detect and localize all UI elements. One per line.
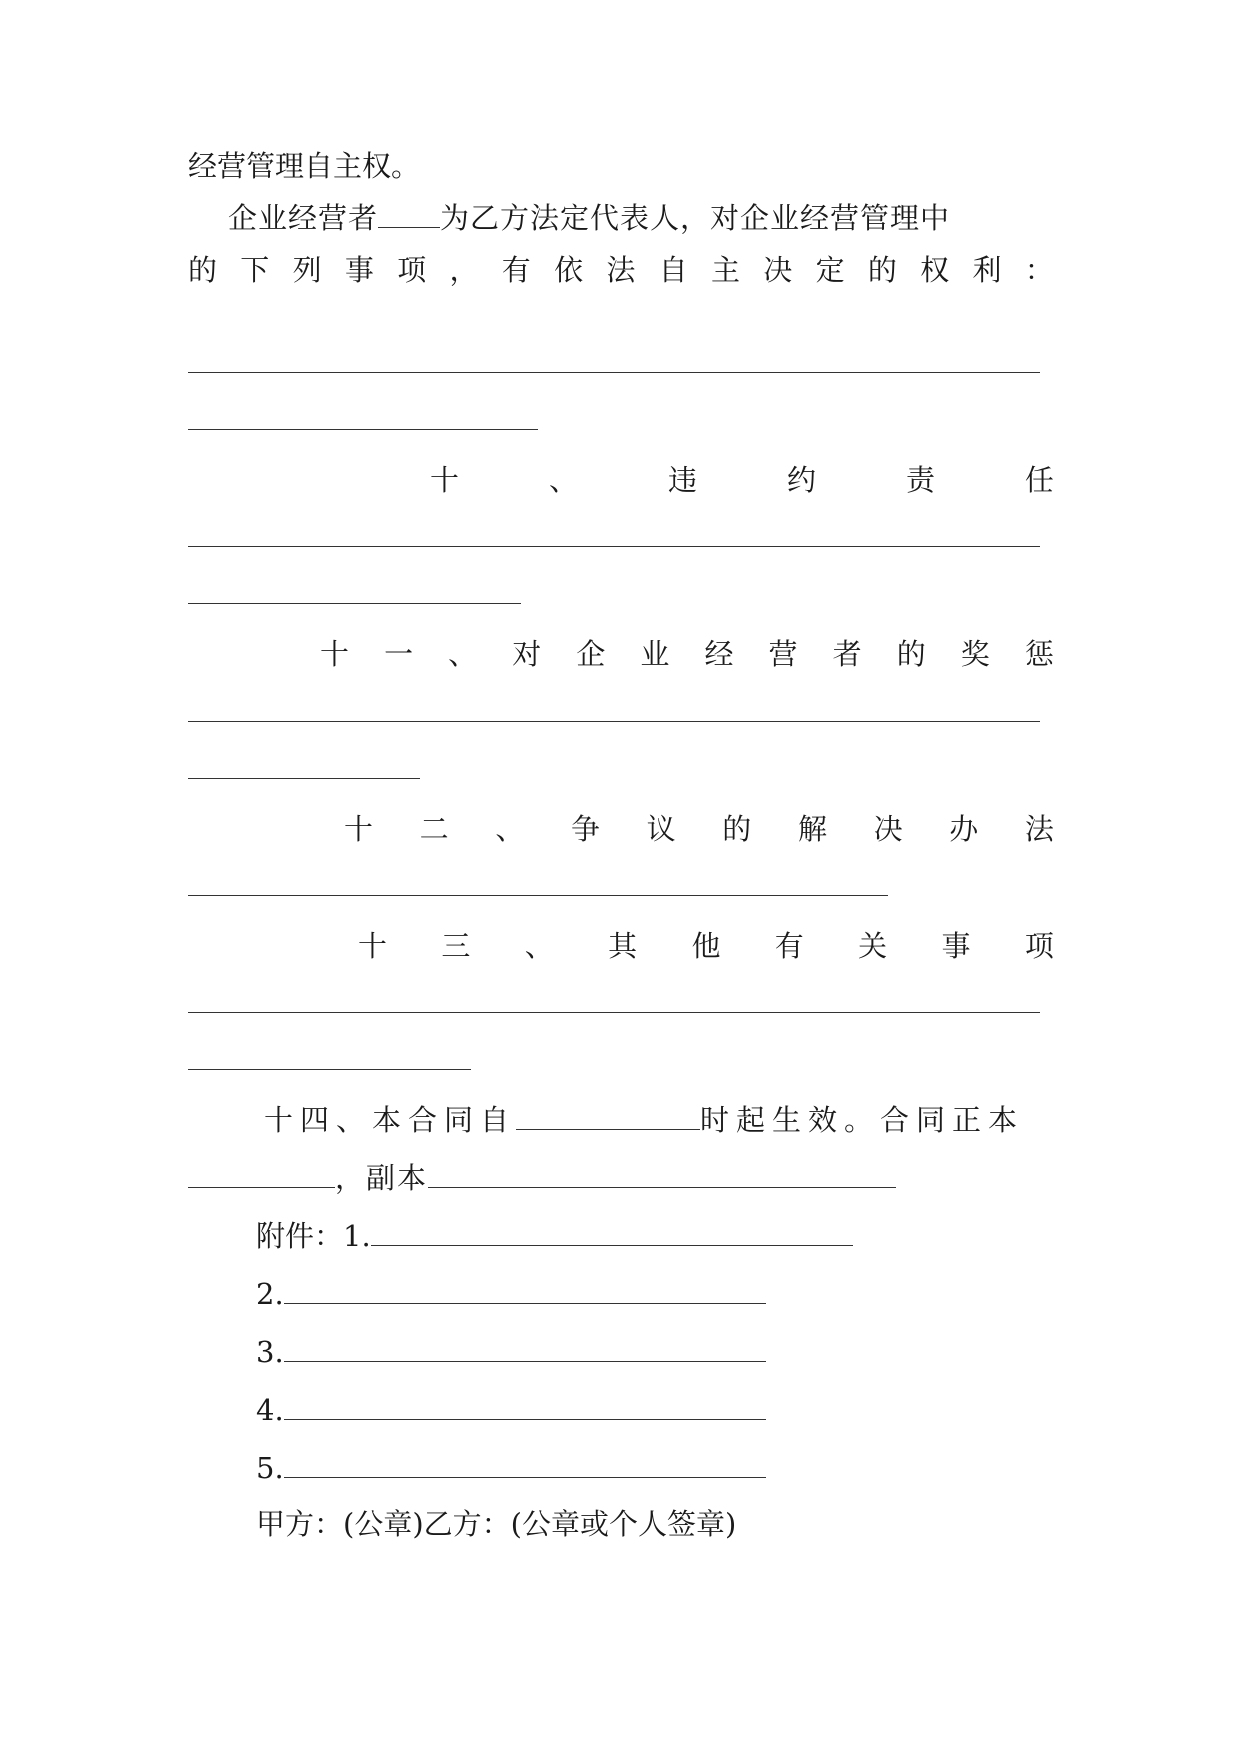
attachment-blank bbox=[284, 1451, 766, 1478]
char: 决 bbox=[763, 253, 793, 287]
char: 其 bbox=[608, 929, 638, 963]
section-11-heading bbox=[320, 634, 1054, 674]
char: 十 bbox=[358, 929, 388, 963]
char: ： bbox=[1024, 253, 1054, 287]
fill-line bbox=[188, 1069, 471, 1070]
char: 有 bbox=[774, 929, 804, 963]
signature-line bbox=[256, 1504, 1054, 1544]
text-attachment-number: 4. bbox=[256, 1393, 284, 1427]
fill-line bbox=[188, 546, 1040, 547]
char: 他 bbox=[691, 929, 721, 963]
text-line bbox=[228, 198, 1054, 238]
char: 有 bbox=[501, 253, 531, 287]
attachment-blank bbox=[284, 1277, 766, 1304]
section-14-line bbox=[264, 1100, 1054, 1140]
char: 责 bbox=[905, 463, 935, 497]
char: 、 bbox=[524, 929, 554, 963]
text-line bbox=[188, 146, 1054, 186]
char: 惩 bbox=[1024, 637, 1054, 671]
char: 违 bbox=[667, 463, 697, 497]
char: 利 bbox=[972, 253, 1002, 287]
justified-line-rights bbox=[188, 250, 1054, 290]
text-contract-effective: 十四、本合同自 bbox=[264, 1103, 517, 1137]
original-count-blank bbox=[188, 1161, 335, 1188]
char: 主 bbox=[710, 253, 740, 287]
char: 依 bbox=[554, 253, 584, 287]
char: 营 bbox=[768, 637, 798, 671]
char: 对 bbox=[512, 637, 542, 671]
char: 的 bbox=[896, 637, 926, 671]
char: 下 bbox=[240, 253, 270, 287]
effective-date-blank bbox=[516, 1103, 700, 1130]
char: 任 bbox=[1024, 463, 1054, 497]
char: 自 bbox=[658, 253, 688, 287]
fill-line bbox=[188, 429, 538, 430]
text-attachment-number: 5. bbox=[256, 1451, 284, 1485]
fill-line bbox=[188, 721, 1040, 722]
copy-count-blank bbox=[428, 1161, 896, 1188]
char: 、 bbox=[548, 463, 578, 497]
text-attachment-number: 2. bbox=[256, 1277, 284, 1311]
char: 业 bbox=[640, 637, 670, 671]
char: 决 bbox=[873, 812, 903, 846]
char: 权 bbox=[920, 253, 950, 287]
fill-line bbox=[188, 778, 420, 779]
char: 项 bbox=[1024, 929, 1054, 963]
char: 、 bbox=[495, 812, 525, 846]
char: 议 bbox=[646, 812, 676, 846]
attachment-blank bbox=[371, 1219, 853, 1246]
char: 奖 bbox=[960, 637, 990, 671]
char: ， bbox=[449, 253, 479, 287]
attachment-blank bbox=[284, 1393, 766, 1420]
section-13-heading bbox=[358, 926, 1054, 966]
text-signatures: 甲方：(公章)乙方：(公章或个人签章) bbox=[256, 1507, 737, 1541]
char: 的 bbox=[867, 253, 897, 287]
char: 十 bbox=[320, 637, 350, 671]
copies-line bbox=[188, 1158, 1054, 1198]
section-10-heading bbox=[430, 460, 1054, 500]
section-12-heading bbox=[344, 809, 1054, 849]
char: 项 bbox=[397, 253, 427, 287]
char: 争 bbox=[570, 812, 600, 846]
fill-line bbox=[188, 895, 888, 896]
text-management-autonomy: 经营管理自主权。 bbox=[188, 149, 421, 183]
char: 关 bbox=[858, 929, 888, 963]
char: 三 bbox=[441, 929, 471, 963]
char: 一 bbox=[384, 637, 414, 671]
char: 事 bbox=[344, 253, 374, 287]
attachment-line bbox=[256, 1448, 1054, 1488]
attachment-line bbox=[256, 1332, 1054, 1372]
char: 十 bbox=[344, 812, 374, 846]
char: 列 bbox=[292, 253, 322, 287]
attachment-line bbox=[256, 1390, 1054, 1430]
attachment-blank bbox=[284, 1335, 766, 1362]
char: 经 bbox=[704, 637, 734, 671]
char: 的 bbox=[188, 253, 218, 287]
char: 事 bbox=[941, 929, 971, 963]
text-attachment-label: 附件：1. bbox=[256, 1219, 371, 1253]
char: 的 bbox=[722, 812, 752, 846]
char: 解 bbox=[797, 812, 827, 846]
text-operator-label: 企业经营者 bbox=[228, 201, 379, 235]
char: 法 bbox=[1024, 812, 1054, 846]
fill-line bbox=[188, 1012, 1040, 1013]
operator-name-blank bbox=[378, 201, 440, 228]
char: 者 bbox=[832, 637, 862, 671]
char: 二 bbox=[419, 812, 449, 846]
text-original-copies: 时起生效。合同正本 bbox=[700, 1103, 1025, 1137]
char: 企 bbox=[576, 637, 606, 671]
char: 十 bbox=[430, 463, 460, 497]
char: 约 bbox=[786, 463, 816, 497]
attachment-line bbox=[256, 1216, 1054, 1256]
attachment-line bbox=[256, 1274, 1054, 1314]
text-copies-label: ，副本 bbox=[335, 1161, 429, 1195]
text-legal-rep: 为乙方法定代表人，对企业经营管理中 bbox=[440, 201, 951, 235]
char: 定 bbox=[815, 253, 845, 287]
char: 办 bbox=[949, 812, 979, 846]
fill-line bbox=[188, 372, 1040, 373]
fill-line bbox=[188, 603, 521, 604]
char: 法 bbox=[606, 253, 636, 287]
text-attachment-number: 3. bbox=[256, 1335, 284, 1369]
char: 、 bbox=[448, 637, 478, 671]
